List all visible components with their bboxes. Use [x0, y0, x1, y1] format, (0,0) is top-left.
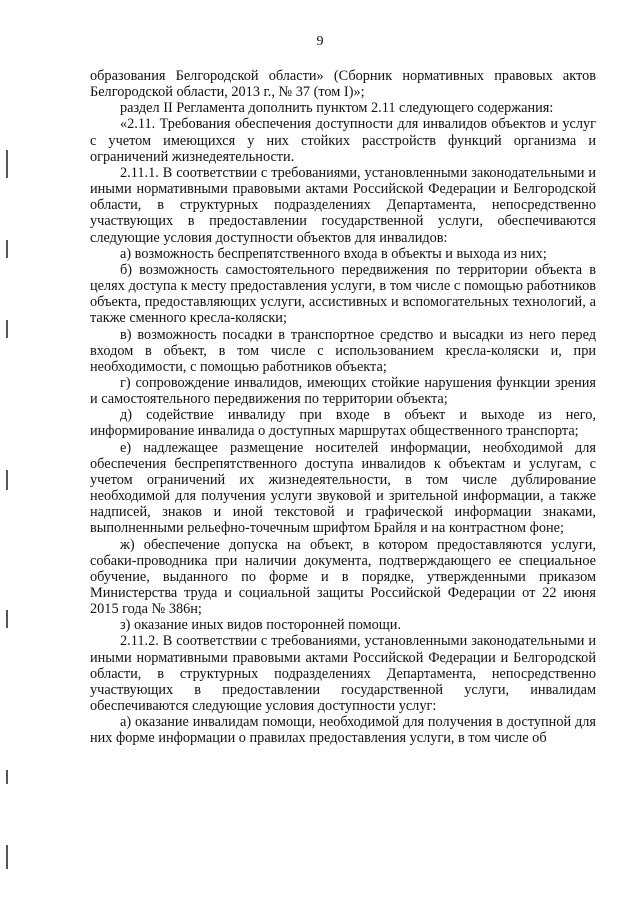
margin-mark — [6, 845, 8, 869]
margin-mark — [6, 470, 8, 490]
paragraph: б) возможность самостоятельного передвижения по территории объекта в целях доступа к месту предоставления услуги, в том числе с помощью работников объекта, предоставляющих услуги, ассистивных и вспомогательных технологий, а также сменного кресла-коляски; — [90, 261, 596, 327]
margin-mark — [6, 610, 8, 628]
paragraph: д) содействие инвалиду при входе в объект и выходе из него, информирование инвалида о доступных маршрутах общественного транспорта; — [90, 407, 596, 440]
paragraph: г) сопровождение инвалидов, имеющих стойкие нарушения функции зрения и самостоятельного передвижения по территории объекта; — [90, 374, 596, 408]
margin-mark — [6, 240, 8, 258]
paragraph: е) надлежащее размещение носителей информации, необходимой для обеспечения беспрепятственного доступа инвалидов к объектам и услугам, с учетом ограничений их жизнедеятельности, в том числе дублирование необходимой для получения услуги звуковой и зрительной информации, а также надписей, знаков и иной текстовой и графической информации знаками, выполненными рельефно-точечным шрифтом Брайля и на контрастном фоне; — [90, 439, 596, 537]
page-number: 9 — [316, 34, 324, 49]
margin-mark — [6, 320, 8, 338]
paragraph: а) возможность беспрепятственного входа в объекты и выхода из них; — [120, 245, 547, 262]
paragraph: 2.11.1. В соответствии с требованиями, установленными законодательными и иными нормативными правовыми актами Российской Федерации и Белгородской области, в структурных подразделениях Департамента, непосредственно участвующих в предоставлении государственной услуги, обеспечиваются следующие условия доступности объектов для инвалидов: — [90, 164, 596, 246]
margin-mark — [6, 150, 8, 178]
paragraph: а) оказание инвалидам помощи, необходимой для получения в доступной для них форме информации о правилах предоставления услуги, в том числе об — [90, 714, 596, 747]
paragraph: в) возможность посадки в транспортное средство и высадки из него перед входом в объект, в том числе с использованием кресла-коляски и, при необходимости, с помощью работников объекта; — [90, 326, 596, 375]
paragraph: ж) обеспечение допуска на объект, в котором предоставляются услуги, собаки-проводника при наличии документа, подтверждающего ее специальное обучение, выданного по форме и в порядке, утвержденными приказом Министерства труда и социальной защиты Российской Федерации от 22 июня 2015 года № 386н; — [90, 536, 596, 618]
document-body — [90, 68, 596, 747]
paragraph: з) оказание иных видов посторонней помощи. — [120, 617, 402, 634]
paragraph: раздел II Регламента дополнить пунктом 2.11 следующего содержания: — [120, 100, 554, 117]
margin-mark — [6, 770, 8, 784]
paragraph: образования Белгородской области» (Сборник нормативных правовых актов Белгородской области, 2013 г., № 37 (том I)»; — [90, 68, 596, 101]
paragraph: 2.11.2. В соответствии с требованиями, установленными законодательными и иными нормативными правовыми актами Российской Федерации и Белгородской области, в структурных подразделениях Департамента, непосредственно участвующих в предоставлении государственной услуги, инвалидам обеспечиваются следующие условия доступности услуг: — [90, 633, 596, 715]
paragraph: «2.11. Требования обеспечения доступности для инвалидов объектов и услуг с учетом имеющихся у них стойких расстройств функций организма и ограничений жизнедеятельности. — [90, 116, 596, 165]
